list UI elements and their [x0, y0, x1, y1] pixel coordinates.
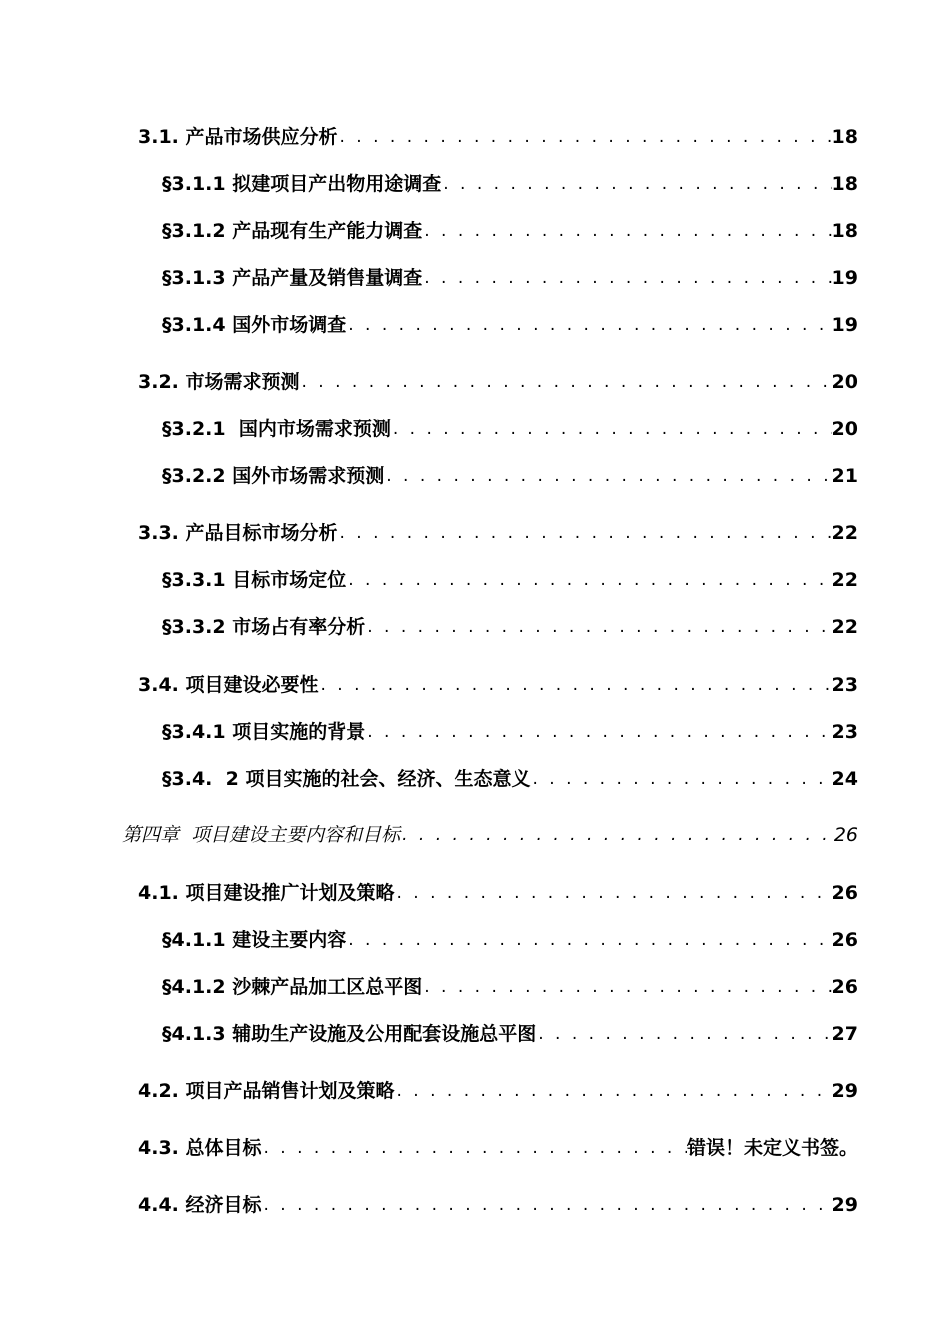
- toc-entry-page: 21: [831, 465, 858, 487]
- toc-entry-page: 20: [831, 418, 858, 440]
- toc-entry-page: 18: [831, 126, 858, 148]
- toc-dot-leader: [441, 171, 831, 197]
- toc-entry-title: 3.2. 市场需求预测: [138, 371, 300, 393]
- toc-dot-leader: [530, 766, 831, 792]
- toc-dot-leader: [346, 927, 831, 953]
- toc-entry-title: 3.1. 产品市场供应分析: [138, 126, 338, 148]
- toc-entry-title: §3.2.1 国内市场需求预测: [162, 418, 391, 440]
- toc-dot-leader: [400, 822, 834, 848]
- toc-entry[interactable]: [162, 218, 858, 244]
- toc-entry-page: 29: [831, 1080, 858, 1102]
- toc-entry-chapter[interactable]: [122, 822, 858, 848]
- toc-entry[interactable]: [162, 719, 858, 745]
- toc-entry[interactable]: [138, 369, 858, 395]
- toc-entry-title: §3.4. 2 项目实施的社会、经济、生态意义: [162, 768, 531, 790]
- toc-dot-leader: [365, 719, 831, 745]
- toc-entry-title: §4.1.1 建设主要内容: [162, 929, 347, 951]
- toc-entry[interactable]: [138, 1078, 858, 1104]
- toc-entry-page: 29: [831, 1194, 858, 1216]
- toc-entry-page: 19: [831, 314, 858, 336]
- toc-dot-leader: [536, 1021, 831, 1047]
- toc-dot-leader: [338, 520, 832, 546]
- toc-entry-page: 18: [831, 173, 858, 195]
- toc-entry-title: 4.3. 总体目标: [138, 1137, 262, 1159]
- toc-entry[interactable]: [162, 974, 858, 1000]
- toc-entry-page: 26: [831, 882, 858, 904]
- toc-entry[interactable]: [162, 416, 858, 442]
- toc-dot-leader: [346, 567, 831, 593]
- toc-entry-title: §3.3.2 市场占有率分析: [162, 616, 366, 638]
- toc-dot-leader: [262, 1135, 687, 1161]
- toc-entry-title: 3.4. 项目建设必要性: [138, 674, 319, 696]
- toc-entry-page: 27: [831, 1023, 858, 1045]
- toc-dot-leader: [262, 1192, 832, 1218]
- toc-entry[interactable]: [138, 124, 858, 150]
- toc-dot-leader: [300, 369, 832, 395]
- toc-entry-title: §3.1.3 产品产量及销售量调查: [162, 267, 423, 289]
- toc-entry-title: 3.3. 产品目标市场分析: [138, 522, 338, 544]
- toc-entry[interactable]: [138, 672, 858, 698]
- toc-entry[interactable]: [162, 927, 858, 953]
- toc-entry-title: §3.2.2 国外市场需求预测: [162, 465, 385, 487]
- toc-entry[interactable]: [162, 171, 858, 197]
- toc-entry[interactable]: [162, 463, 858, 489]
- toc-entry[interactable]: [138, 520, 858, 546]
- toc-entry[interactable]: [162, 567, 858, 593]
- toc-dot-leader: [391, 416, 832, 442]
- toc-entry-title: §3.1.1 拟建项目产出物用途调查: [162, 173, 442, 195]
- toc-entry[interactable]: [162, 312, 858, 338]
- toc-dot-leader: [338, 124, 832, 150]
- toc-entry-title: 第四章 项目建设主要内容和目标: [122, 824, 401, 846]
- toc-dot-leader: [422, 974, 831, 1000]
- toc-dot-leader: [422, 218, 831, 244]
- toc-entry-title: 4.4. 经济目标: [138, 1194, 262, 1216]
- toc-entry-page: 23: [831, 674, 858, 696]
- toc-dot-leader: [319, 672, 832, 698]
- toc-entry-title: §3.3.1 目标市场定位: [162, 569, 347, 591]
- toc-entry-title: §3.1.2 产品现有生产能力调查: [162, 220, 423, 242]
- toc-entry[interactable]: [138, 1192, 858, 1218]
- toc-dot-leader: [365, 614, 831, 640]
- toc-entry-title: 4.1. 项目建设推广计划及策略: [138, 882, 395, 904]
- toc-entry[interactable]: [162, 265, 858, 291]
- toc-dot-leader: [395, 1078, 832, 1104]
- toc-entry-page: 22: [831, 569, 858, 591]
- toc-entry[interactable]: [162, 766, 858, 792]
- toc-dot-leader: [346, 312, 831, 338]
- toc-entry-page: 26: [833, 824, 858, 846]
- toc-entry[interactable]: [162, 614, 858, 640]
- toc-entry-page: 19: [831, 267, 858, 289]
- toc-entry-page: 18: [831, 220, 858, 242]
- toc-entry-page: 22: [831, 522, 858, 544]
- toc-entry[interactable]: [138, 880, 858, 906]
- toc-entry-page: 23: [831, 721, 858, 743]
- toc-entry-page: 26: [831, 929, 858, 951]
- toc-entry[interactable]: [162, 1021, 858, 1047]
- toc-entry-title: 4.2. 项目产品销售计划及策略: [138, 1080, 395, 1102]
- toc-dot-leader: [384, 463, 831, 489]
- toc-entry-title: §4.1.3 辅助生产设施及公用配套设施总平图: [162, 1023, 537, 1045]
- toc-entry-page: 22: [831, 616, 858, 638]
- toc-entry-title: §3.4.1 项目实施的背景: [162, 721, 366, 743]
- toc-entry-page-error: 错误！未定义书签。: [686, 1137, 858, 1159]
- toc-dot-leader: [422, 265, 831, 291]
- toc-entry-page: 26: [831, 976, 858, 998]
- toc-entry-title: §4.1.2 沙棘产品加工区总平图: [162, 976, 423, 998]
- toc-entry-title: §3.1.4 国外市场调查: [162, 314, 347, 336]
- toc-dot-leader: [395, 880, 832, 906]
- toc-entry[interactable]: [138, 1135, 858, 1161]
- toc-entry-page: 24: [831, 768, 858, 790]
- toc-entry-page: 20: [831, 371, 858, 393]
